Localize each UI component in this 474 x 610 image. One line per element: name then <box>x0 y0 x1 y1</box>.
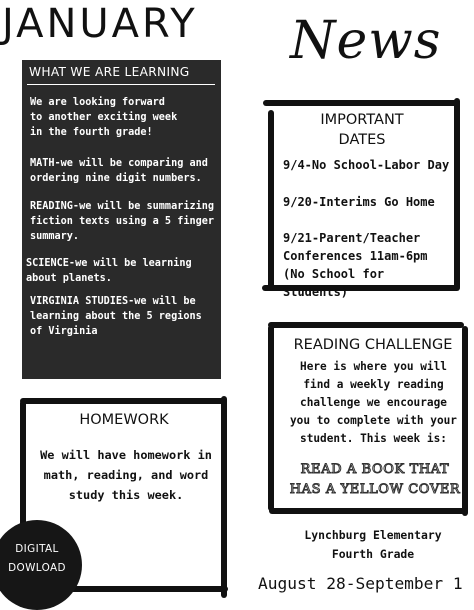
date-item: 9/20-Interims Go Home <box>283 195 435 209</box>
important-dates-title: IMPORTANT DATES <box>320 112 404 148</box>
learning-heading: WHAT WE ARE LEARNING <box>29 65 190 79</box>
learning-intro: We are looking forward to another exciting week in the fourth grade! <box>30 97 178 138</box>
date-item: 9/21-Parent/Teacher Conferences 11am-6pm (No School for Students) <box>283 231 428 299</box>
box-border-top <box>268 322 464 328</box>
date-item: 9/4-No School-Labor Day <box>283 158 450 172</box>
learning-reading: READING-we will be summarizing fiction texts using a 5 finger summary. <box>30 201 215 242</box>
box-border-bottom <box>269 508 467 514</box>
school-name: Lynchburg Elementary Fourth Grade <box>304 528 442 561</box>
homework-title: HOMEWORK <box>79 412 169 428</box>
digital-download-label: DIGITAL DOWLOAD <box>8 543 66 574</box>
week-date-range: August 28-September 1 <box>258 574 463 593</box>
box-border-top <box>20 398 226 404</box>
box-border-bottom <box>58 586 228 592</box>
learning-virginia: VIRGINIA STUDIES-we will be learning about the 5 regions of Virginia <box>30 296 202 337</box>
box-border-left <box>268 325 274 511</box>
newsletter-title-month: JANUARY <box>2 1 198 47</box>
learning-science: SCIENCE-we will be learning about planets. <box>26 258 192 284</box>
learning-math: MATH-we will be comparing and ordering nine digit numbers. <box>30 158 208 184</box>
reading-challenge-title: READING CHALLENGE <box>293 337 453 353</box>
reading-challenge-body: Here is where you will find a weekly reading challenge we encourage you to complete with your student. This week is: <box>290 360 457 445</box>
reading-challenge-assignment: READ A BOOK THAT HAS A YELLOW COVER <box>289 462 461 497</box>
newsletter-title-news: News <box>290 11 442 71</box>
homework-body: We will have homework in math, reading, and word study this week. <box>40 448 212 502</box>
box-border-top <box>263 100 460 106</box>
learning-heading-rule <box>27 84 215 85</box>
